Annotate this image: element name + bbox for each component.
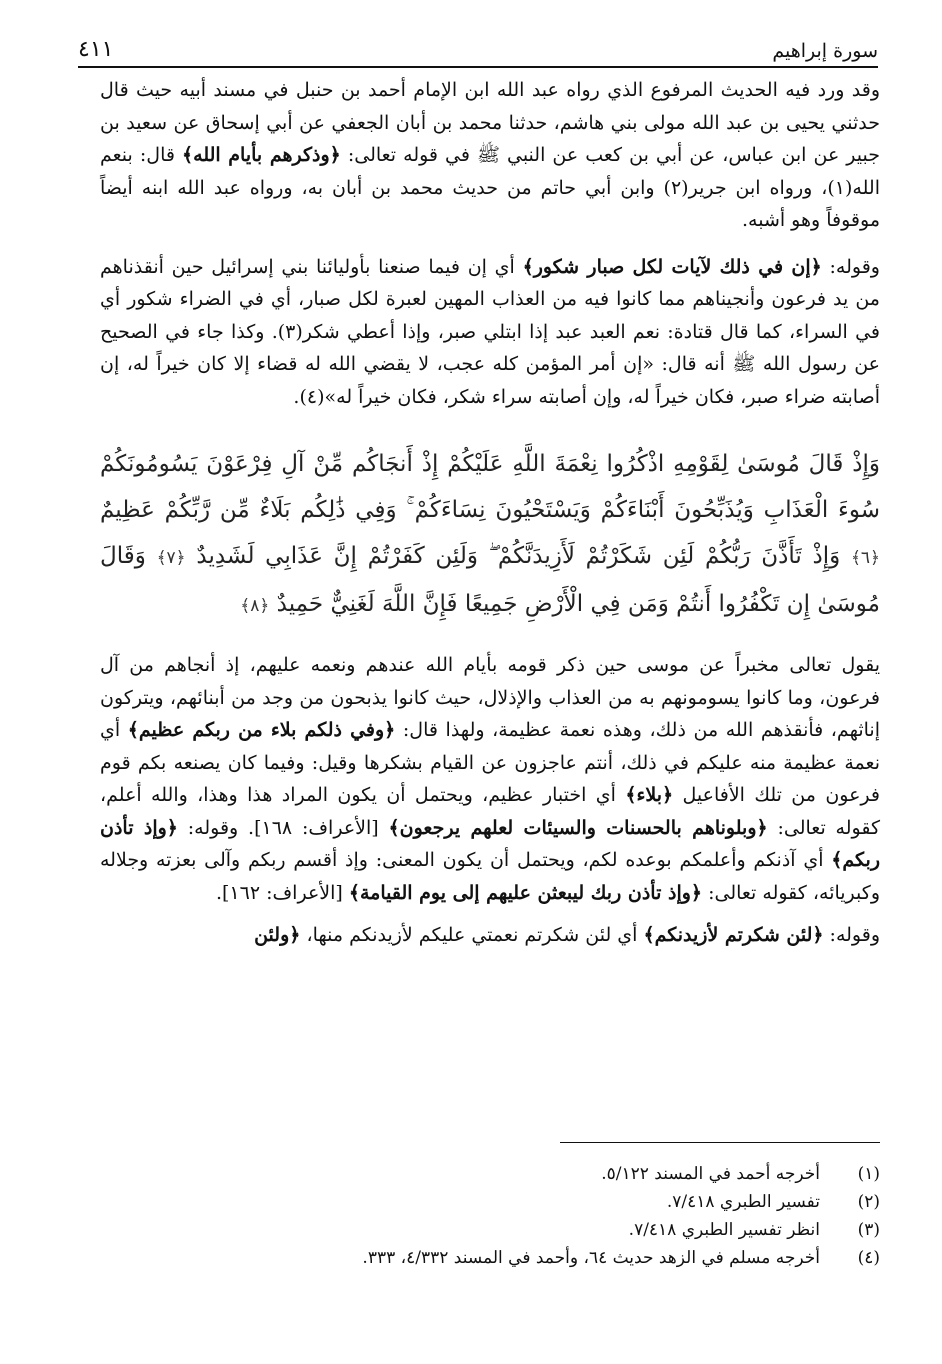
page-header (78, 30, 878, 68)
surah-title: سورة إبراهيم (772, 40, 878, 62)
ayah-number: ﴿٦﴾ (850, 548, 881, 568)
paragraph-2: وقوله: ﴿إن في ذلك لآيات لكل صبار شكور﴾ أي إن فيما صنعنا بأوليائنا بني إسرائيل حين أنقذناهم من يد فرعون وأنجيناهم مما كانوا فيه من العذاب المهين لعبرة لكل صبار، أي في الضراء شكور أي في السراء، كما قال قتادة: نعم العبد عبد إذا ابتلي صبر، وإذا أعطي شكر(٣). وكذا جاء في الصحيح عن رسول الله ﷺ أنه قال: «إن أمر المؤمن كله عجب، لا يقضي الله له قضاء إلا كان خيراً له، إن أصابته ضراء صبر، فكان خيراً له، وإن أصابته سراء شكر، فكان خيراً له»(٤). (100, 255, 881, 408)
footnote-text: أخرجه مسلم في الزهد حديث ٦٤، وأحمد في المسند ٤/٣٣٢، ٣٣٣. (362, 1248, 820, 1268)
quran-quote: ﴿إن في ذلك لآيات لكل صبار شكور﴾ (522, 255, 822, 278)
quran-quote: ﴿ولئن (254, 924, 301, 946)
footnote (100, 1216, 880, 1244)
page-number: ٤١١ (78, 37, 114, 62)
quran-quote: ﴿وذكرهم بأيام الله﴾ (182, 144, 341, 166)
paragraph-1: وقد ورد فيه الحديث المرفوع الذي رواه عبد الله ابن الإمام أحمد بن حنبل في مسند أبيه حيث قال حدثني يحيى بن عبد الله مولى بني هاشم، حدثنا محمد بن أبان الجعفي عن أبي إسحاق عن سعيد بن جبير عن ابن عباس، عن أبي بن كعب عن النبي ﷺ في قوله تعالى: ﴿وذكرهم بأيام الله﴾ قال: بنعم الله(١)، ورواه ابن جرير(٢) وابن أبي حاتم من حديث محمد بن أبان به، ورواه عبد الله ابنه أيضاً موقوفاً وهو أشبه. (100, 79, 881, 231)
footnotes (100, 1160, 880, 1272)
main-text (100, 74, 880, 952)
quran-quote: ﴿وإذ تأذن ربكم﴾ (100, 816, 880, 871)
footnote-text: تفسير الطبري ٧/٤١٨. (666, 1192, 820, 1212)
footnote-divider (560, 1142, 880, 1143)
quran-quote: ﴿وإذ تأذن ربك ليبعثن عليهم إلى يوم القيامة﴾ (348, 881, 703, 904)
footnote (100, 1244, 880, 1272)
footnote-text: انظر تفسير الطبري ٧/٤١٨. (628, 1220, 820, 1240)
paragraph-3: يقول تعالى مخبراً عن موسى حين ذكر قومه بأيام الله عندهم ونعمه عليهم، إذ أنجاهم من آل فرعون، وما كانوا يسومونهم به من العذاب والإذلال، حيث كانوا يذبحون من وجد من أبنائهم، ويتركون إناثهم، فأنقذهم الله من ذلك، وهذه نعمة عظيمة، ولهذا قال: ﴿وفي ذلكم بلاء من ربكم عظيم﴾ أي نعمة عظيمة منه عليكم في ذلك، أنتم عاجزون عن القيام بشكرها وقيل: وفيما كان يصنعه بكم قوم فرعون من تلك الأفاعيل ﴿بلاء﴾ أي اختبار عظيم، ويحتمل أن يكون المراد هذا وهذا، والله أعلم، كقوله تعالى: ﴿وبلوناهم بالحسنات والسيئات لعلهم يرجعون﴾ [الأعراف: ١٦٨]. وقوله: ﴿وإذ تأذن ربكم﴾ أي آذنكم وأعلمكم بوعده لكم، ويحتمل أن يكون المعنى: وإذ أقسم ربكم وآلى بعزته وجلاله وكبريائه، كقوله تعالى: ﴿وإذ تأذن ربك ليبعثن عليهم إلى يوم القيامة﴾ [الأعراف: ١٦٢]. (100, 654, 881, 904)
footnote (100, 1160, 880, 1188)
ayah-number: ﴿٧﴾ (156, 548, 186, 568)
footnote-number: (٣) (857, 1220, 880, 1240)
quran-quote: ﴿بلاء﴾ (625, 784, 674, 806)
footnote-number: (٢) (857, 1192, 880, 1212)
quran-quote: ﴿وبلوناهم بالحسنات والسيئات لعلهم يرجعون﴾ (388, 816, 768, 839)
quran-verses: وَإِذْ قَالَ مُوسَىٰ لِقَوْمِهِ اذْكُرُوا نِعْمَةَ اللَّهِ عَلَيْكُمْ إِذْ أَنجَاكُم مِّنْ آلِ فِرْعَوْنَ يَسُومُونَكُمْ سُوءَ الْعَذَابِ وَيُذَبِّحُونَ أَبْنَاءَكُمْ وَيَسْتَحْيُونَ نِسَاءَكُمْ ۚ وَفِي ذَٰلِكُم بَلَاءٌ مِّن رَّبِّكُمْ عَظِيمٌ ﴿٦﴾ وَإِذْ تَأَذَّنَ رَبُّكُمْ لَئِن شَكَرْتُمْ لَأَزِيدَنَّكُمْ ۖ وَلَئِن كَفَرْتُمْ إِنَّ عَذَابِي لَشَدِيدٌ ﴿٧﴾ وَقَالَ مُوسَىٰ إِن تَكْفُرُوا أَنتُمْ وَمَن فِي الْأَرْضِ جَمِيعًا فَإِنَّ اللَّهَ لَغَنِيٌّ حَمِيدٌ ﴿٨﴾ (100, 451, 881, 617)
quran-quote: ﴿وفي ذلكم بلاء من ربكم عظيم﴾ (127, 719, 396, 741)
footnote (100, 1188, 880, 1216)
footnote-text: أخرجه أحمد في المسند ٥/١٢٢. (601, 1164, 820, 1184)
quran-quote: ﴿لئن شكرتم لأزيدنكم﴾ (643, 924, 824, 946)
paragraph-4: وقوله: ﴿لئن شكرتم لأزيدنكم﴾ أي لئن شكرتم نعمتي عليكم لأزيدنكم منها، ﴿ولئن (254, 924, 880, 946)
ayah-number: ﴿٨﴾ (240, 596, 270, 616)
footnote-number: (١) (857, 1164, 880, 1184)
footnote-number: (٤) (857, 1248, 880, 1268)
